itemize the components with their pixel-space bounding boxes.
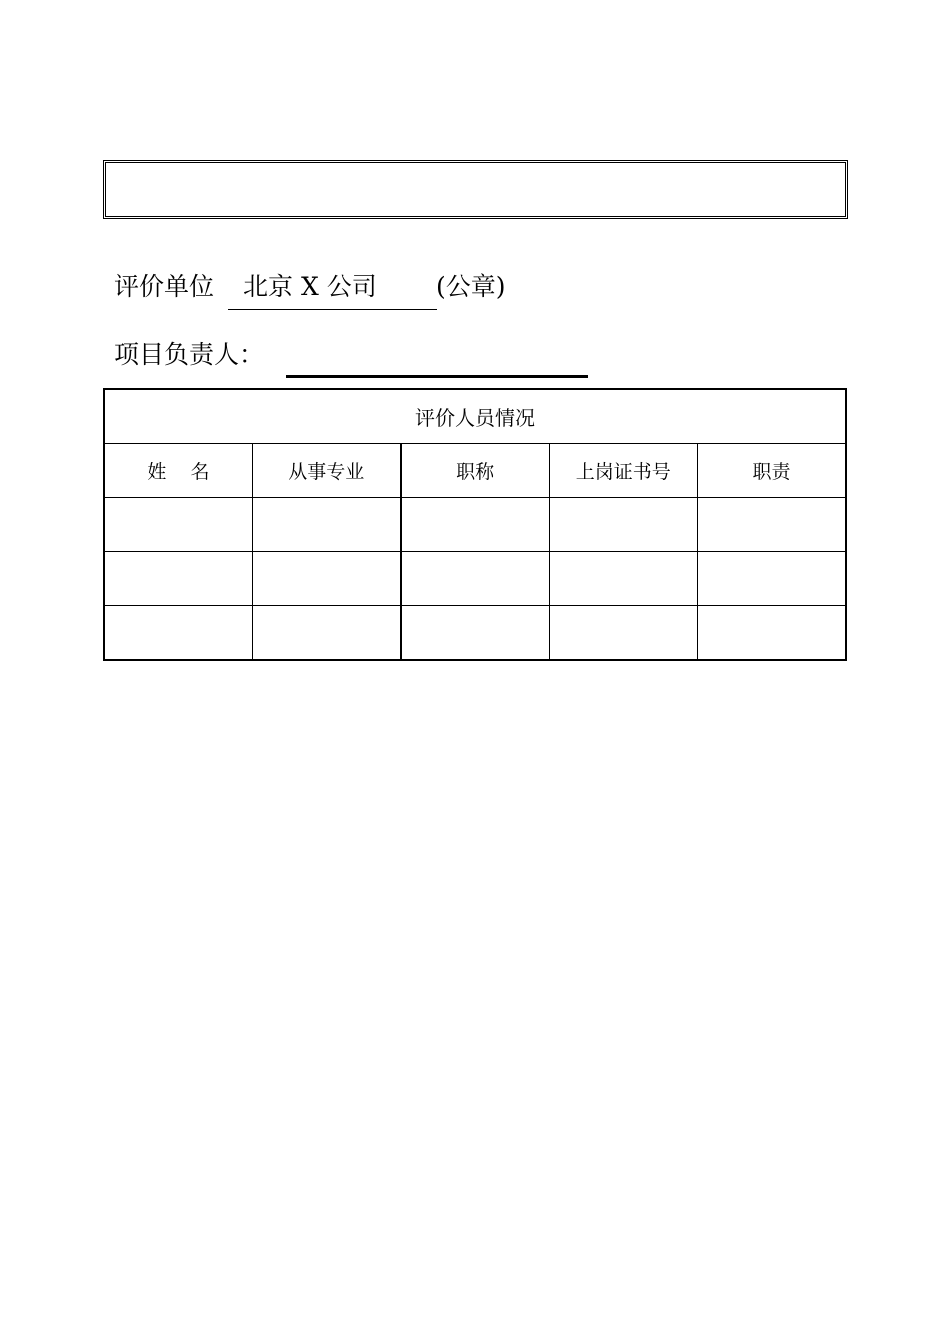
header-duty: 职责 (698, 444, 847, 498)
table-row (104, 552, 846, 606)
project-leader-field[interactable] (286, 375, 588, 378)
table-cell[interactable] (698, 498, 847, 552)
table-cell[interactable] (549, 498, 697, 552)
table-cell[interactable] (104, 606, 252, 661)
table-cell[interactable] (104, 552, 252, 606)
project-leader-label: 项目负责人： (114, 340, 265, 369)
title-box (103, 160, 848, 219)
table-row (104, 498, 846, 552)
table-cell[interactable] (549, 606, 697, 661)
header-certificate-no: 上岗证书号 (549, 444, 697, 498)
staff-table-caption-row (104, 389, 846, 444)
table-cell[interactable] (401, 606, 549, 661)
header-title: 职称 (401, 444, 549, 498)
header-name: 姓 名 (104, 444, 252, 498)
table-cell[interactable] (698, 552, 847, 606)
table-row (104, 606, 846, 661)
staff-table-header-row (104, 444, 846, 498)
table-cell[interactable] (252, 498, 400, 552)
staff-table (103, 388, 847, 661)
seal-note: (公章) (436, 272, 506, 301)
evaluation-unit-field[interactable] (228, 272, 437, 310)
table-cell[interactable] (104, 498, 252, 552)
evaluation-unit-value: 北京 X 公司 (243, 272, 377, 301)
staff-table-caption: 评价人员情况 (104, 389, 846, 444)
table-cell[interactable] (252, 552, 400, 606)
header-specialty: 从事专业 (252, 444, 400, 498)
evaluation-unit-label: 评价单位 (114, 272, 215, 301)
table-cell[interactable] (252, 606, 400, 661)
table-cell[interactable] (698, 606, 847, 661)
table-cell[interactable] (549, 552, 697, 606)
table-cell[interactable] (401, 552, 549, 606)
table-cell[interactable] (401, 498, 549, 552)
